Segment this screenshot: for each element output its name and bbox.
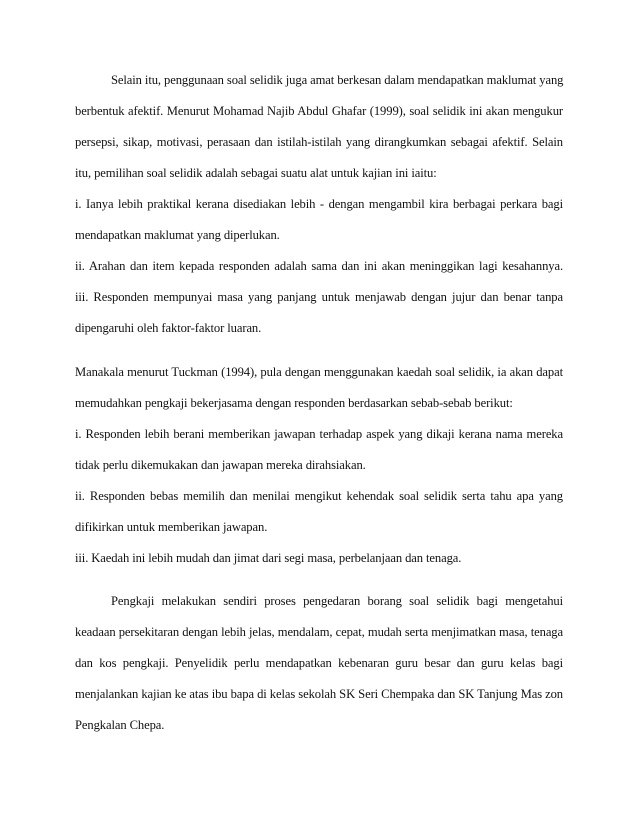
list-item-line: ii. Arahan dan item kepada responden adalah sama dan ini akan meninggikan lagi kesahannya. xyxy=(75,259,563,273)
text-line: memudahkan pengkaji bekerjasama dengan responden berdasarkan sebab-sebab berikut: xyxy=(75,396,513,410)
list-item-line: tidak perlu dikemukakan dan jawapan mereka dirahsiakan. xyxy=(75,458,366,472)
list-item-line: i. Ianya lebih praktikal kerana disediakan lebih - dengan mengambil kira berbagai perkara bagi xyxy=(75,197,563,211)
text-line: menjalankan kajian ke atas ibu bapa di kelas sekolah SK Seri Chempaka dan SK Tanjung Mas zon xyxy=(75,687,563,701)
text-line: Pengkaji melakukan sendiri proses pengedaran borang soal selidik bagi mengetahui xyxy=(111,594,563,608)
list-item-line: mendapatkan maklumat yang diperlukan. xyxy=(75,228,280,242)
list-item-line: dipengaruhi oleh faktor-faktor luaran. xyxy=(75,321,262,335)
list-item-line: i. Responden lebih berani memberikan jawapan terhadap aspek yang dikaji kerana nama mereka xyxy=(75,427,563,441)
text-line: berbentuk afektif. Menurut Mohamad Najib Abdul Ghafar (1999), soal selidik ini akan mengukur xyxy=(75,104,563,118)
list-item-line: iii. Kaedah ini lebih mudah dan jimat dari segi masa, perbelanjaan dan tenaga. xyxy=(75,551,462,565)
text-line: Selain itu, penggunaan soal selidik juga amat berkesan dalam mendapatkan maklumat yang xyxy=(111,73,564,87)
text-line: keadaan persekitaran dengan lebih jelas, mendalam, cepat, mudah serta menjimatkan masa, tenaga xyxy=(75,625,563,639)
list-item-line: ii. Responden bebas memilih dan menilai mengikut kehendak soal selidik serta tahu apa yang xyxy=(75,489,563,503)
list-item-line: difikirkan untuk memberikan jawapan. xyxy=(75,520,268,534)
text-line: Pengkalan Chepa. xyxy=(75,718,165,732)
text-line: itu, pemilihan soal selidik adalah sebagai suatu alat untuk kajian ini iaitu: xyxy=(75,166,437,180)
text-line: Manakala menurut Tuckman (1994), pula dengan menggunakan kaedah soal selidik, ia akan dapat xyxy=(75,365,563,379)
text-line: dan kos pengkaji. Penyelidik perlu mendapatkan kebenaran guru besar dan guru kelas bagi xyxy=(75,656,563,670)
text-line: persepsi, sikap, motivasi, perasaan dan istilah-istilah yang dirangkumkan sebagai afektif. Selain xyxy=(75,135,563,149)
list-item-line: iii. Responden mempunyai masa yang panjang untuk menjawab dengan jujur dan benar tanpa xyxy=(75,290,563,304)
